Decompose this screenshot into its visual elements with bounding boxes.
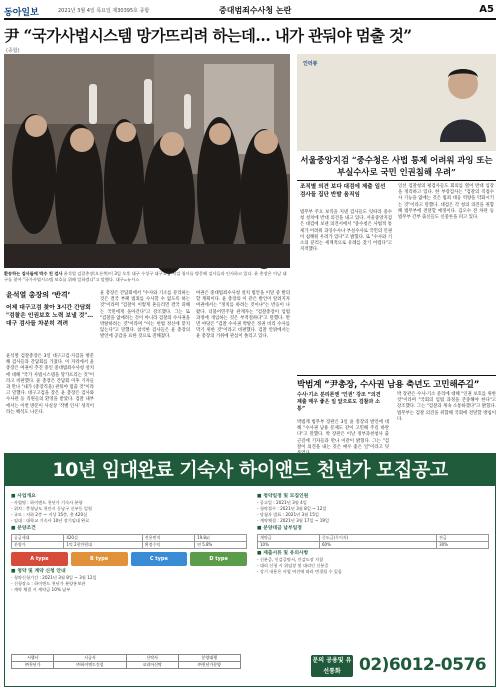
ad-schedule-line: - 청약접수 : 2021년 3월 8일 ~ 12일 <box>257 506 327 511</box>
tier-badge: C type <box>131 552 188 566</box>
ad-heading: ■ 분양조건 <box>11 526 36 531</box>
ad-apply-line: - 신청장소 : 하이앤드 천년가 분양홍보관 <box>11 581 86 586</box>
table-row <box>258 542 489 549</box>
tier-row <box>11 552 247 566</box>
photo-caption <box>4 271 290 283</box>
tier-badge: D type <box>190 552 247 566</box>
story2-deck: 수사·기소 분리론엔 ‘인권’ 강조 “의견 제출 매우 좋은 일 앞으로도 검찰과 소통” <box>297 392 381 412</box>
ad-heading: ■ 제출서류 및 유의사항 <box>257 551 309 556</box>
opinion-deck: 조직별 의견 보다 대검에 제출 일선 검사들 집단 반발 움직임 <box>300 184 386 198</box>
opinion-column-2: 일선 검찰청의 평검사들도 회의를 열어 반대 입장을 정리하고 있다. 한 부장검사는 "검찰의 직접수사 기능을 없애는 것은 범죄 대응 역량을 약화시키는 것"이라고 말했다. 대검은 각 청의 의견을 취합해 법무부에 전달할 예정이다. 김오수 전 차관 등 법무부 간부 출신들도 신중론을 펴고 있다. <box>398 184 494 221</box>
story2-column-1: 박범계 법무부 장관은 3일 윤 총장의 발언에 대해 "수사권 남용 문제도 같이 고민해 주길 바란다"고 말했다. 박 장관은 이날 정부과천청사 출근길에 기자들과 만나 이같이 밝혔다. 그는 "검찰이 의견을 내는 것은 매우 좋은 일"이라고 덧 <box>297 420 389 450</box>
table-row <box>12 535 247 542</box>
ad-schedule-line: - 공고일 : 2021년 3월 4일 <box>257 500 307 505</box>
ad-right-column <box>257 492 489 575</box>
table-cell: 30% <box>437 542 489 549</box>
table-cell: 확정수익 <box>142 542 194 549</box>
story-column-2: 윤 총장은 간담회에서 "수사와 기소를 분리하는 것은 결국 부패 범죄를 수사할 수 없도록 하는 것"이라며 "검찰이 이렇게 흔들리면 결국 피해는 국민에게 돌아간다"고 강조했다. 그는 또 "검찰을 없애려는 것이 아니라 검찰의 수사권을 박탈하려는 것"이라며 "이는 헌법 정신에 맞지 않는다"고 말했다. 참석한 검사들은 윤 총장의 발언에 공감을 표한 것으로 전해졌다. <box>100 291 190 340</box>
table-cell: 분양대행 <box>178 655 240 662</box>
divider <box>297 375 496 376</box>
story-deck: 어제 대구고검 찾아 3시간 간담회 "검찰은 인권보호 노력 보낼 것"… 대구 검사들 차분히 격려 <box>6 305 94 328</box>
ad-apply-line: - 청약신청기간 : 2021년 3월 8일 ~ 3월 12일 <box>11 575 97 580</box>
ad-note-line: - 대리 신청 시 위임장 및 대리인 신분증 <box>257 563 329 568</box>
person-portrait-icon <box>434 60 492 142</box>
table-cell: 연 5.8% <box>195 542 247 549</box>
ad-footer <box>11 652 489 682</box>
payment-table <box>257 534 489 549</box>
table-row <box>12 655 241 662</box>
ad-heading: ■ 청약 및 계약 신청 안내 <box>11 569 66 574</box>
ad-overview-line: - 사업명 : 하이앤드 천년가 기숙사 분양 <box>11 500 83 505</box>
ad-note-line: - 신분증, 인감증명서, 인감도장 지참 <box>257 557 324 562</box>
contact-box <box>311 652 489 680</box>
page-header <box>4 4 496 20</box>
ad-schedule-line: - 당첨자 발표 : 2021년 3월 15일 <box>257 512 319 517</box>
dateline: 2021년 3월 4일 목요일 제30395호 종합 <box>58 8 150 14</box>
table-cell: 60% <box>320 542 437 549</box>
ad-company-table <box>11 654 241 669</box>
table-cell: 코리아신탁 <box>126 662 178 669</box>
table-cell: 10% <box>258 542 320 549</box>
divider <box>297 180 496 181</box>
caption-lead: 환송하는 검사들에 박수 친 검사 <box>4 271 63 276</box>
ad-heading: ■ 분양대금 납부일정 <box>257 526 302 531</box>
ad-note-line: - 상기 내용은 사업 여건에 따라 변경될 수 있음 <box>257 569 342 574</box>
ad-conditions-table <box>11 534 247 549</box>
opinion-title: 서울중앙지검 “중수청은 사법 통제 어려워 과잉 또는 부실수사로 국민 인권침해 우려” <box>300 155 493 177</box>
opinion-badge: 인터뷰 <box>303 61 318 67</box>
advertisement <box>4 453 496 687</box>
table-cell: 중도금(무이자) <box>320 535 437 542</box>
main-headline: 尹 “국가사법시스템 망가뜨리려 하는데… 내가 관둬야 멈출 것” <box>4 27 412 45</box>
table-cell: 공급세대 <box>12 535 64 542</box>
table-cell: 계약금 <box>258 535 320 542</box>
story-column-3: 여권은 중대범죄수사청 설치 법안을 이달 중 발의할 계획이다. 윤 총장의 이 같은 발언이 알려지자 여권에서는 "정치를 하려는 것이냐"는 반응이 나왔다. 더불어민주당 관계자는 "검찰총장이 입법 과정에 개입하는 것은 부적절하다"고 말했다. 반면 야당은 "검찰 수사권 박탈은 정권 비리 수사를 막기 위한 것"이라고 비판했다. 검찰 안팎에서는 윤 총장의 거취에 관심이 쏠리고 있다. <box>196 291 290 340</box>
crowd-photo-illustration <box>4 54 290 268</box>
masthead: 동아일보 <box>4 8 39 18</box>
ad-heading: ■ 청약일정 및 모집인원 <box>257 494 309 499</box>
ad-left-column <box>11 492 247 593</box>
headline-byline: (종합) <box>6 48 20 54</box>
ad-body <box>11 492 489 652</box>
ad-apply-line: - 계약 체결 시 계약금 10% 납부 <box>11 587 71 592</box>
table-cell: 잔금 <box>437 535 489 542</box>
table-row <box>12 542 247 549</box>
table-row <box>258 535 489 542</box>
table-cell: 420실 <box>64 535 142 542</box>
news-photo <box>4 54 290 268</box>
table-cell: 시공사 <box>54 655 126 662</box>
ad-overview-line: - 임대 : 대학교 기숙사 10년 장기임대 완료 <box>11 518 90 523</box>
ad-overview-line: - 규모 : 지하 2층 ~ 지상 15층, 총 420실 <box>11 512 88 517</box>
table-cell: 분양가 <box>12 542 64 549</box>
story-column-1: 윤석열 검찰총장은 3일 대구고검·지검을 방문해 검사들과 간담회를 가졌다. 이 자리에서 윤 총장은 여권이 추진 중인 중대범죄수사청 설치에 대해 "국가 사법시스템을 망가뜨리는 것"이라고 비판했다. 윤 총장은 간담회 이후 기자들과 만나 "내가 (총장직을) 관둬야 멈출 것"이라고 말했다. 대구고검을 찾은 윤 총장은 검사와 수사관 등 직원들의 환영을 받았다. 검찰 내부에서는 이번 방문이 사실상 ‘작별 인사’ 성격이라는 해석도 나온다. <box>6 354 94 415</box>
table-cell: 1억 2천만원대 <box>64 542 142 549</box>
ad-heading: ■ 사업개요 <box>11 494 36 499</box>
ad-banner: 10년 임대완료 기숙사 하이앤드 천년가 모집공고 <box>5 454 495 486</box>
page-number: A5 <box>479 4 494 15</box>
table-cell: ㈜천년가분양 <box>178 662 240 669</box>
table-cell: 19.8㎡ <box>195 535 247 542</box>
table-cell: 전용면적 <box>142 535 194 542</box>
story-subhead: 윤석열 총장의 ‘반격’ <box>6 291 71 299</box>
table-cell: 시행사 <box>12 655 54 662</box>
story2-column-2: 박 장관은 수사·기소 분리에 대해 "인권 보호를 위한 것"이라며 "국회의 입법 과정을 존중해야 한다"고 강조했다. 그는 "검찰과 계속 소통하겠다"고 밝혔다. 법무부는 검찰 의견을 취합해 국회에 전달할 방침이다. <box>397 392 496 422</box>
caption-text: 윤석열 검찰총장(오른쪽)이 3일 오후 대구 수성구 대구고검·지검 청사를 방문해 검사들과 인사하고 있다. 윤 총장은 이날 대구를 찾아 "국가사법시스템 보호를 위해 일하겠다"고 말했다. 대구=뉴시스 <box>4 271 287 282</box>
table-cell: 신탁사 <box>126 655 178 662</box>
table-row <box>12 662 241 669</box>
table-cell: ㈜하이앤드건설 <box>54 662 126 669</box>
story2-title: 박범계 “尹총장, 수사권 남용 축년도 고민해주길” <box>297 380 480 390</box>
tier-badge: B type <box>71 552 128 566</box>
opinion-column-1: 법무부 주요 보직을 지낸 검사들도 잇따라 중수청 설치에 반대 의견을 내고 있다. 서울중앙지검은 대검에 보낸 의견서에서 "중수청은 사법적 통제가 어려워 과잉수사나 부실수사로 국민의 인권이 침해될 우려가 있다"고 밝혔다. 또 "수사와 기소의 분리는 세계적으로 유례를 찾기 어렵다"고 지적했다. <box>300 210 392 253</box>
section-title: 중대범죄수사청 논란 <box>219 6 292 15</box>
contact-phone[interactable]: 02)6012-0576 <box>359 655 487 675</box>
table-cell: ㈜천년가 <box>12 662 54 669</box>
tier-badge: A type <box>11 552 68 566</box>
contact-label: 문의 공용및 유선통화 <box>312 657 352 675</box>
opinion-box <box>297 54 496 151</box>
ad-schedule-line: - 계약체결 : 2021년 3월 17일 ~ 19일 <box>257 518 330 523</box>
ad-overview-line: - 위치 : 충청남도 천안시 동남구 신부동 일원 <box>11 506 93 511</box>
